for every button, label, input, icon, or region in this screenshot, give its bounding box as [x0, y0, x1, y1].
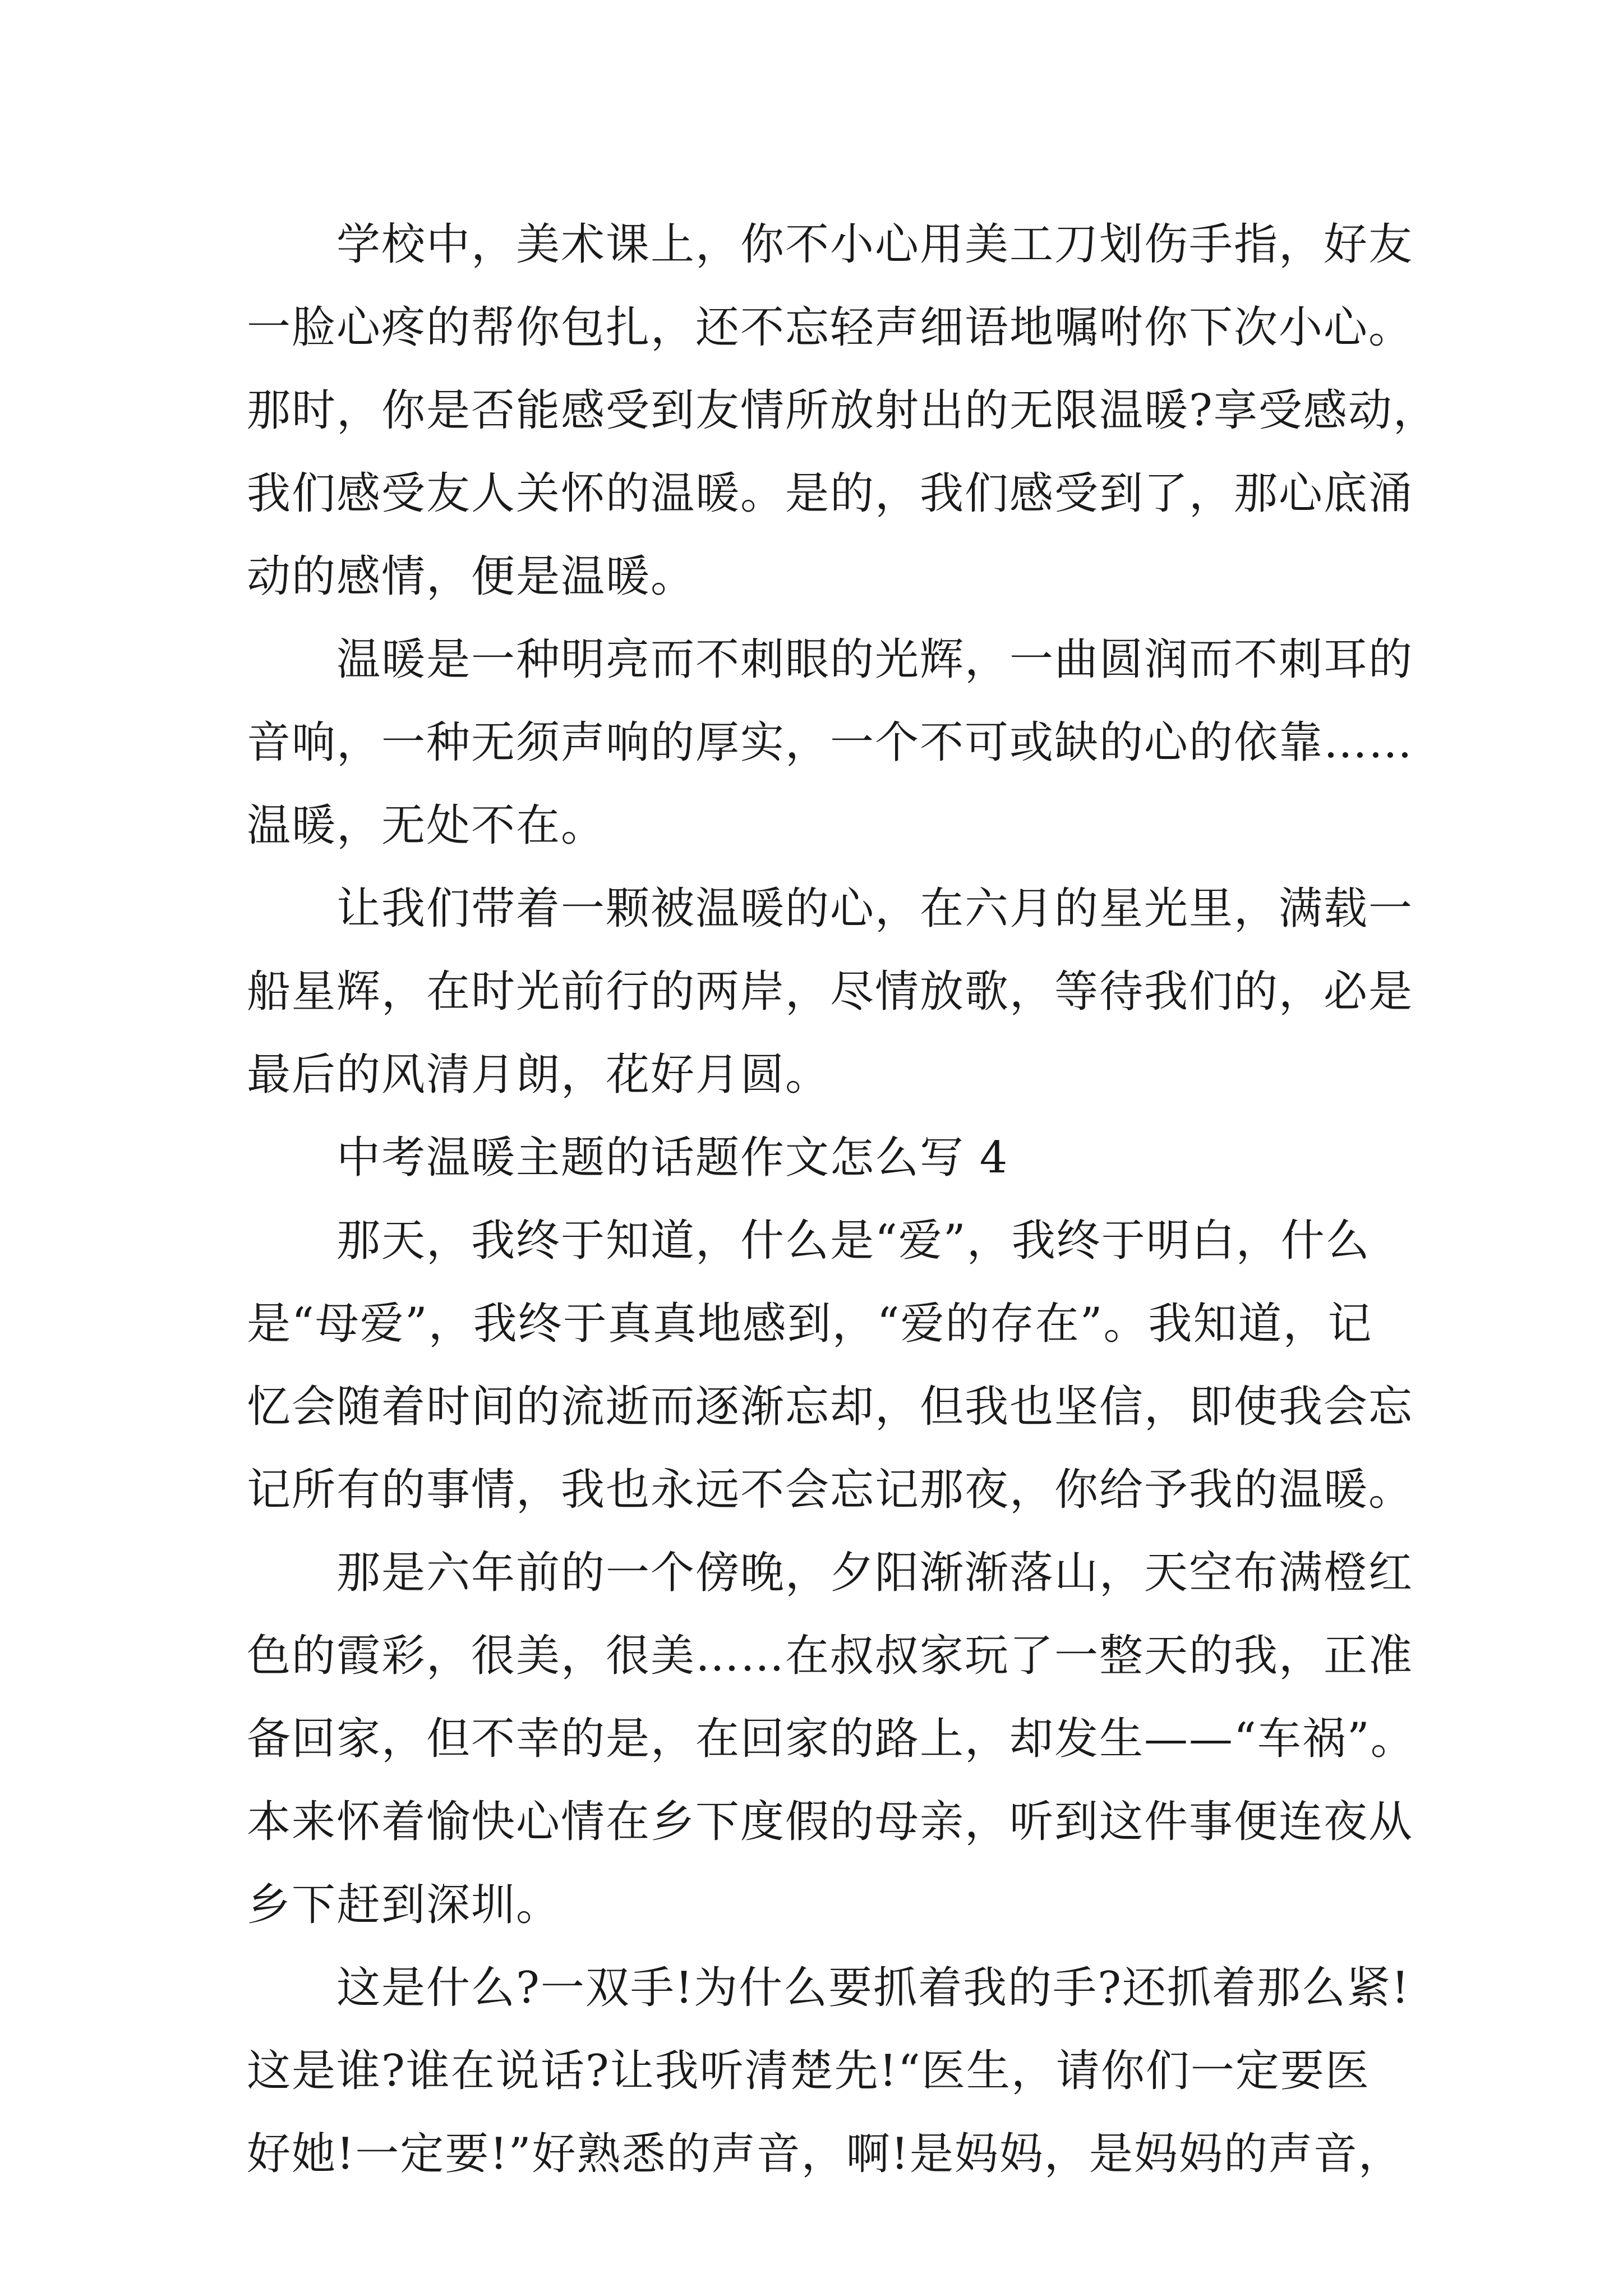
essay-body	[247, 203, 1438, 2196]
text-line: 最后的风清月朗，花好月圆。	[247, 1050, 831, 1100]
text-line: 温暖，无处不在。	[247, 800, 606, 851]
text-line: 温暖是一种明亮而不刺眼的光辉，一曲圆润而不刺耳的	[336, 634, 1414, 685]
text-line: 一脸心疼的帮你包扎，还不忘轻声细语地嘱咐你下次小心。	[247, 302, 1414, 353]
text-line: 记所有的事情，我也永远不会忘记那夜，你给予我的温暖。	[247, 1465, 1414, 1515]
text-line: 让我们带着一颗被温暖的心，在六月的星光里，满载一	[336, 884, 1414, 934]
text-line: 学校中，美术课上，你不小心用美工刀划伤手指，好友	[336, 219, 1414, 270]
text-line: 那天，我终于知道，什么是“爱”，我终于明白，什么	[336, 1216, 1371, 1266]
text-line: 是“母爱”，我终于真真地感到，“爱的存在”。我知道，记	[247, 1299, 1373, 1349]
text-line: 我们感受友人关怀的温暖。是的，我们感受到了，那心底涌	[247, 468, 1414, 519]
text-line: 这是谁?谁在说话?让我听清楚先!“医生，请你们一定要医	[247, 2046, 1370, 2096]
text-line: 音响，一种无须声响的厚实，一个不可或缺的心的依靠……	[247, 717, 1414, 768]
text-line: 这是什么?一双手!为什么要抓着我的手?还抓着那么紧!	[336, 1963, 1410, 2013]
section-heading: 中考温暖主题的话题作文怎么写 4	[336, 1133, 1009, 1183]
text-line: 乡下赶到深圳。	[247, 1880, 561, 1930]
text-line: 好她!一定要!”好熟悉的声音，啊!是妈妈，是妈妈的声音，	[247, 2129, 1403, 2179]
text-line: 船星辉，在时光前行的两岸，尽情放歌，等待我们的，必是	[247, 967, 1414, 1017]
text-line: 那是六年前的一个傍晚，夕阳渐渐落山，天空布满橙红	[336, 1548, 1414, 1598]
text-line: 忆会随着时间的流逝而逐渐忘却，但我也坚信，即使我会忘	[247, 1382, 1414, 1432]
text-line: 那时，你是否能感受到友情所放射出的无限温暖?享受感动，	[247, 385, 1438, 436]
text-line: 备回家，但不幸的是，在回家的路上，却发生——“车祸”。	[247, 1714, 1415, 1764]
text-line: 动的感情，便是温暖。	[247, 551, 696, 602]
text-line: 色的霞彩，很美，很美……在叔叔家玩了一整天的我，正准	[247, 1631, 1414, 1681]
text-line: 本来怀着愉快心情在乡下度假的母亲，听到这件事便连夜从	[247, 1797, 1414, 1847]
